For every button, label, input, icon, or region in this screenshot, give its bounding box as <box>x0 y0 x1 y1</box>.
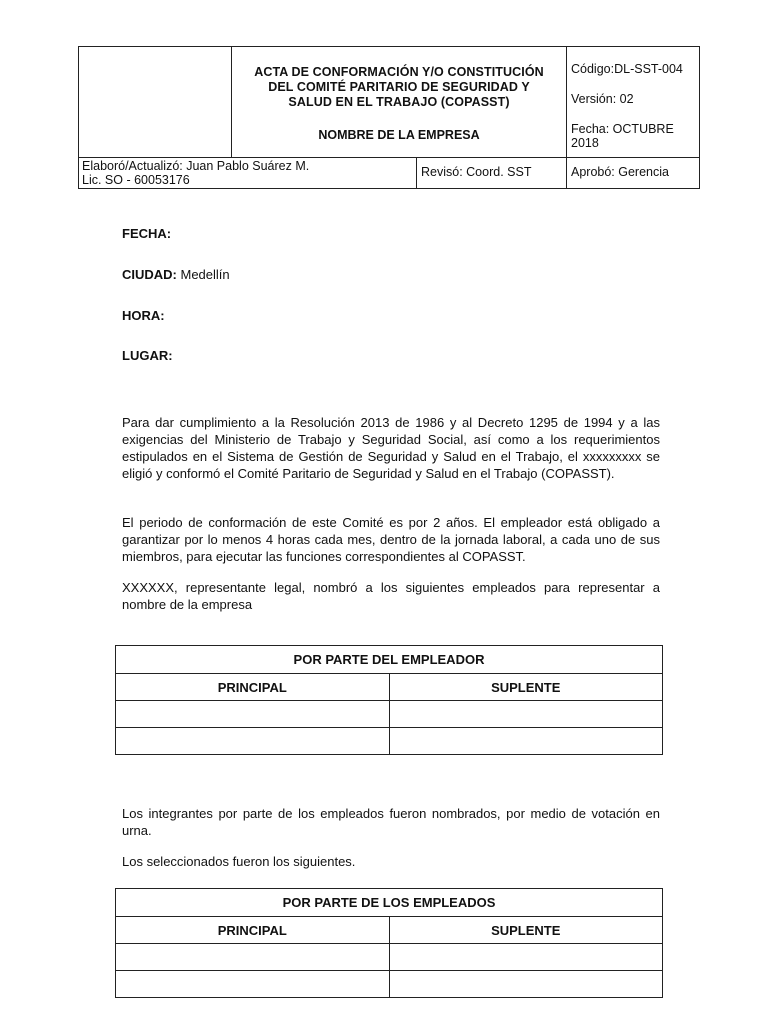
prepared-by: Elaboró/Actualizó: Juan Pablo Suárez M. Lic. SO - 60053176 <box>82 159 310 187</box>
employer-principal-cell[interactable] <box>116 728 390 755</box>
document-version: Versión: 02 <box>571 92 634 106</box>
header-title-cell <box>232 47 566 157</box>
reviewed-by: Revisó: Coord. SST <box>421 165 532 179</box>
hora-label: HORA: <box>122 308 165 323</box>
ciudad-label: CIUDAD: <box>122 267 177 282</box>
fecha-label: FECHA: <box>122 226 172 241</box>
table-row <box>116 728 663 755</box>
approved-by: Aprobó: Gerencia <box>571 165 669 179</box>
table-row <box>116 944 663 971</box>
document-date: Fecha: OCTUBRE 2018 <box>571 122 674 150</box>
field-ciudad <box>122 267 230 283</box>
paragraph-legal-rep: XXXXXX, representante legal, nombró a los siguientes empleados para representar a nombre de la empresa <box>122 580 660 612</box>
document-header <box>78 46 700 189</box>
employer-suplente-cell[interactable] <box>389 701 663 728</box>
employees-table-title: POR PARTE DE LOS EMPLEADOS <box>116 889 663 917</box>
employer-table-title: POR PARTE DEL EMPLEADOR <box>116 646 663 674</box>
employer-col-suplente: SUPLENTE <box>389 674 663 701</box>
table-row <box>116 701 663 728</box>
field-hora <box>122 308 165 324</box>
logo-placeholder <box>79 47 231 157</box>
field-lugar <box>122 348 173 364</box>
paragraph-selected: Los seleccionados fueron los siguientes. <box>122 854 356 869</box>
paragraph-period: El periodo de conformación de este Comité es por 2 años. El empleador está obligado a garantizar por lo menos 4 horas cada mes, dentro de la jornada laboral, a cada uno de sus miembros, para ejecutar las funciones correspondientes al COPASST. <box>122 515 660 564</box>
employees-principal-cell[interactable] <box>116 971 390 998</box>
employees-suplente-cell[interactable] <box>389 971 663 998</box>
document-title: ACTA DE CONFORMACIÓN Y/O CONSTITUCIÓN DEL COMITÉ PARITARIO DE SEGURIDAD Y SALUD EN EL TRABAJO (COPASST) <box>254 65 544 109</box>
employees-table <box>115 888 663 998</box>
employer-suplente-cell[interactable] <box>389 728 663 755</box>
paragraph-resolution: Para dar cumplimiento a la Resolución 2013 de 1986 y al Decreto 1295 de 1994 y a las exigencias del Ministerio de Trabajo y Seguridad Social, así como a los requerimientos estipulados en el Sistema de Gestión de Seguridad y Salud en el Trabajo, el xxxxxxxxx se eligió y conformó el Comité Paritario de Seguridad y Salud en el Trabajo (COPASST). <box>122 415 660 481</box>
table-row <box>116 971 663 998</box>
ciudad-value: Medellín <box>176 267 230 282</box>
document-code: Código:DL-SST-004 <box>571 62 683 76</box>
paragraph-voting: Los integrantes por parte de los empleados fueron nombrados, por medio de votación en urna. <box>122 806 660 838</box>
employer-table <box>115 645 663 755</box>
employer-col-principal: PRINCIPAL <box>116 674 390 701</box>
lugar-label: LUGAR: <box>122 348 173 363</box>
employees-suplente-cell[interactable] <box>389 944 663 971</box>
employer-principal-cell[interactable] <box>116 701 390 728</box>
employees-col-principal: PRINCIPAL <box>116 917 390 944</box>
company-name: NOMBRE DE LA EMPRESA <box>318 128 480 142</box>
employees-col-suplente: SUPLENTE <box>389 917 663 944</box>
field-fecha <box>122 226 171 242</box>
employees-principal-cell[interactable] <box>116 944 390 971</box>
